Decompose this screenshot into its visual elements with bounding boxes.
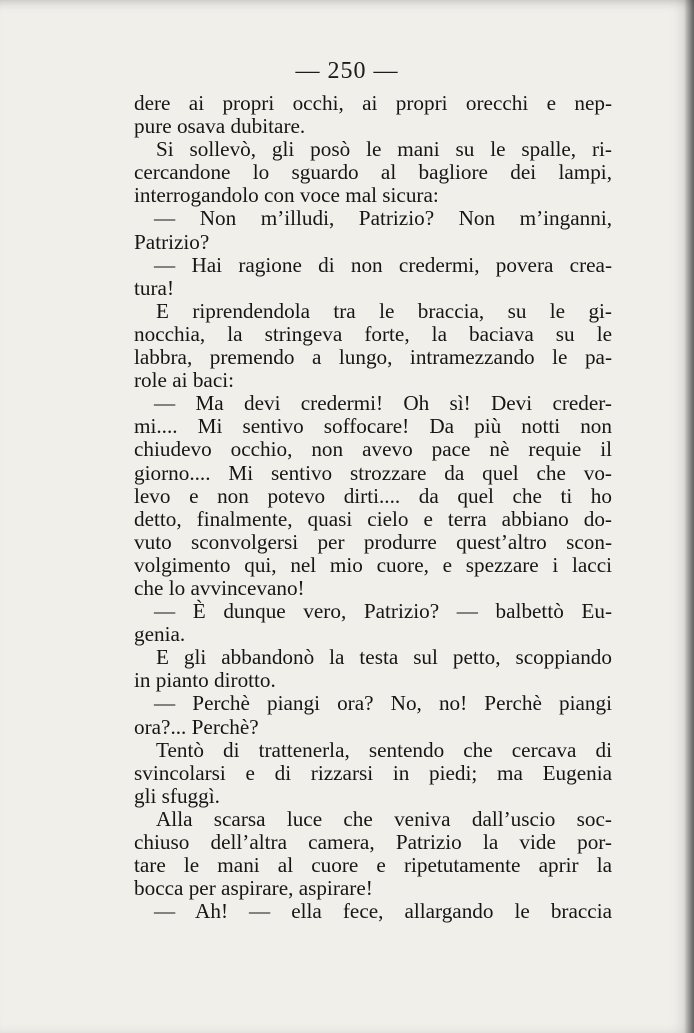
text-line: dere ai propri occhi, ai propri orecchi e nep- <box>134 91 612 115</box>
text-line: — È dunque vero, Patrizio? — balbettò Eu- <box>154 599 612 624</box>
text-line: cercandone lo sguardo al bagliore dei lampi, <box>134 160 612 185</box>
text-line: — Hai ragione di non credermi, povera crea- <box>154 252 612 277</box>
text-line: volgimento qui, nel mio cuore, e spezzare i lacci <box>134 552 612 577</box>
text-line: ora?... Perchè? <box>134 714 259 739</box>
page-number: — 250 — <box>295 58 399 84</box>
text-line: E gli abbandonò la testa sul petto, scoppiando <box>156 645 612 670</box>
text-line: chiudevo occhio, non avevo pace nè requie il <box>134 437 612 462</box>
text-line: bocca per aspirare, aspirare! <box>134 876 373 901</box>
text-line: — Perchè piangi ora? No, no! Perchè piangi <box>154 691 612 716</box>
body-text <box>134 92 612 923</box>
text-line: Tentò di trattenerla, sentendo che cercava di <box>156 737 612 762</box>
text-line: levo e non potevo dirti.... da quel che ti ho <box>134 483 612 508</box>
text-line: role ai baci: <box>134 368 234 393</box>
text-line: genia. <box>134 622 186 647</box>
text-line: — Ah! — ella fece, allargando le braccia <box>154 899 612 924</box>
text-line: giorno.... Mi sentivo strozzare da quel che vo- <box>134 460 612 485</box>
text-line: mi.... Mi sentivo soffocare! Da più notti non <box>134 414 612 439</box>
text-line: E riprendendola tra le braccia, su le gi- <box>156 298 612 323</box>
text-line: gli sfuggì. <box>134 783 220 808</box>
text-line: — Non m’illudi, Patrizio? Non m’inganni, <box>154 206 612 231</box>
text-line: tare le mani al cuore e ripetutamente aprir la <box>134 853 612 878</box>
page-edge-shadow <box>684 0 694 1033</box>
text-line: Alla scarsa luce che veniva dall’uscio soc- <box>156 806 612 831</box>
text-line: pure osava dubitare. <box>134 114 306 139</box>
text-line: svincolarsi e di rizzarsi in piedi; ma Eugenia <box>134 760 612 785</box>
text-line: tura! <box>134 275 174 300</box>
text-line: detto, finalmente, quasi cielo e terra abbiano do- <box>134 506 612 531</box>
text-line: Patrizio? <box>134 229 210 254</box>
text-line: nocchia, la stringeva forte, la baciava su le <box>134 321 612 346</box>
text-line: interrogandolo con voce mal sicura: <box>134 183 439 208</box>
text-line: che lo avvincevano! <box>134 575 305 600</box>
text-line: — Ma devi credermi! Oh sì! Devi creder- <box>154 391 612 416</box>
text-line: chiuso dell’altra camera, Patrizio la vide por- <box>134 830 612 854</box>
text-line: labbra, premendo a lungo, intramezzando le pa- <box>134 345 612 370</box>
text-line: Si sollevò, gli posò le mani su le spalle, ri- <box>156 137 612 162</box>
text-line: in pianto dirotto. <box>134 668 276 693</box>
text-line: vuto sconvolgersi per produrre quest’altro scon- <box>134 529 612 554</box>
